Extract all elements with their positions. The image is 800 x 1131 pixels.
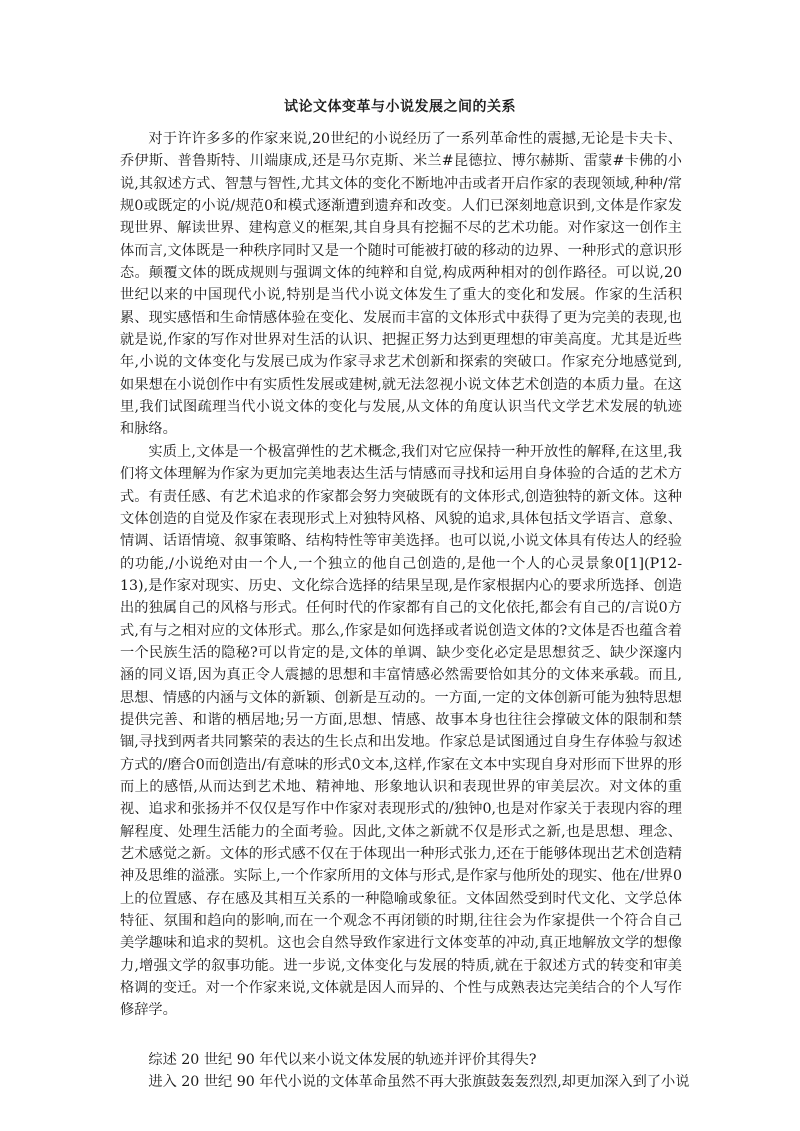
question-line: 综述 20 世纪 90 年代以来小说文体发展的轨迹并评价其得失? <box>148 1052 537 1068</box>
paragraph-1: 对于许许多多的作家来说,20世纪的小说经历了一系列革命性的震撼,无论是卡夫卡、乔伊斯、普鲁斯特、川端康成,还是马尔克斯、米兰#昆德拉、博尔赫斯、雷蒙#卡佛的小说,其叙述方式、智慧与智性,尤其文体的变化不断地冲击或者开启作家的表现领域,种种/常规0或既定的小说/规范0和模式逐渐遭到遗弃和改变。人们已深刻地意识到,文体是作家发现世界、解读世界、建构意义的框架,其自身具有挖掘不尽的艺术功能。对作家这一创作主体而言,文体既是一种秩序同时又是一个随时可能被打破的移动的边界、一种形式的意识形态。颠覆文体的既成规则与强调文体的纯粹和自觉,构成两种相对的创作路径。可以说,20世纪以来的中国现代小说,特别是当代小说文体发生了重大的变化和发展。作家的生活积累、现实感悟和生命情感体验在变化、发展而丰富的文体形式中获得了更为完美的表现,也就是说,作家的写作对世界对生活的认识、把握正努力达到更理想的审美高度。尤其是近些年,小说的文体变化与发展已成为作家寻求艺术创新和探索的突破口。作家充分地感觉到,如果想在小说创作中有实质性发展或建树,就无法忽视小说文体艺术创造的本质力量。在这里,我们试图疏理当代小说文体的变化与发展,从文体的角度认识当代文学艺术发展的轨迹和脉络。 <box>120 131 682 438</box>
document-title: 试论文体变革与小说发展之间的关系 <box>284 99 516 115</box>
document-body <box>120 128 682 1022</box>
document-tail <box>120 1049 690 1094</box>
paragraph-2: 实质上,文体是一个极富弹性的艺术概念,我们对它应保持一种开放性的解释,在这里,我们将文体理解为作家为更加完美地表达生活与情感而寻找和运用自身体验的合适的艺术方式。有责任感、有艺术追求的作家都会努力突破既有的文体形式,创造独特的新文体。这种文体创造的自觉及作家在表现形式上对独特风格、风貌的追求,具体包括文学语言、意象、情调、话语情境、叙事策略、结构特性等审美选择。也可以说,小说文体具有传达人的经验的功能,/小说绝对由一个人,一个独立的他自己创造的,是他一个人的心灵景象0[1](P12-13),是作家对现实、历史、文化综合选择的结果呈现,是作家根据内心的要求所选择、创造出的独属自己的风格与形式。任何时代的作家都有自己的文化依托,都会有自己的/言说0方式,有与之相对应的文体形式。那么,作家是如何选择或者说创造文体的?文体是否也蕴含着一个民族生活的隐秘?可以肯定的是,文体的单调、缺少变化必定是思想贫乏、缺少深邃内涵的同义语,因为真正令人震撼的思想和丰富情感必然需要恰如其分的文体来承载。而且,思想、情感的内涵与文体的新颖、创新是互动的。一方面,一定的文体创新可能为独特思想提供完善、和谐的栖居地;另一方面,思想、情感、故事本身也往往会撑破文体的限制和禁锢,寻找到两者共同繁荣的表达的生长点和出发地。作家总是试图通过自身生存体验与叙述方式的/磨合0而创造出/有意味的形式0文本,这样,作家在文本中实现自身对形而下世界的形而上的感悟,从而达到艺术地、精神地、形象地认识和表现世界的审美层次。对文体的重视、追求和张扬并不仅仅是写作中作家对表现形式的/独钟0,也是对作家关于表现内容的理解程度、处理生活能力的全面考验。因此,文体之新就不仅是形式之新,也是思想、理念、艺术感觉之新。文体的形式感不仅在于体现出一种形式张力,还在于能够体现出艺术创造精神及思维的溢涨。实际上,一个作家所用的文体与形式,是作家与他所处的现实、他在/世界0上的位置感、存在感及其相互关系的一种隐喻或象征。文体固然受到时代文化、文学总体特征、氛围和趋向的影响,而在一个观念不再闭锁的时期,往往会为作家提供一个符合自己美学趣味和追求的契机。这也会自然导致作家进行文体变革的冲动,真正地解放文学的想像力,增强文学的叙事功能。进一步说,文体变化与发展的特质,就在于叙述方式的转变和审美格调的变迁。对一个作家来说,文体就是因人而异的、个性与成熟表达完美结合的个人写作修辞学。 <box>120 443 682 1019</box>
answer-line: 进入 20 世纪 90 年代小说的文体革命虽然不再大张旗鼓轰轰烈烈,却更加深入到了小说 <box>148 1074 690 1091</box>
